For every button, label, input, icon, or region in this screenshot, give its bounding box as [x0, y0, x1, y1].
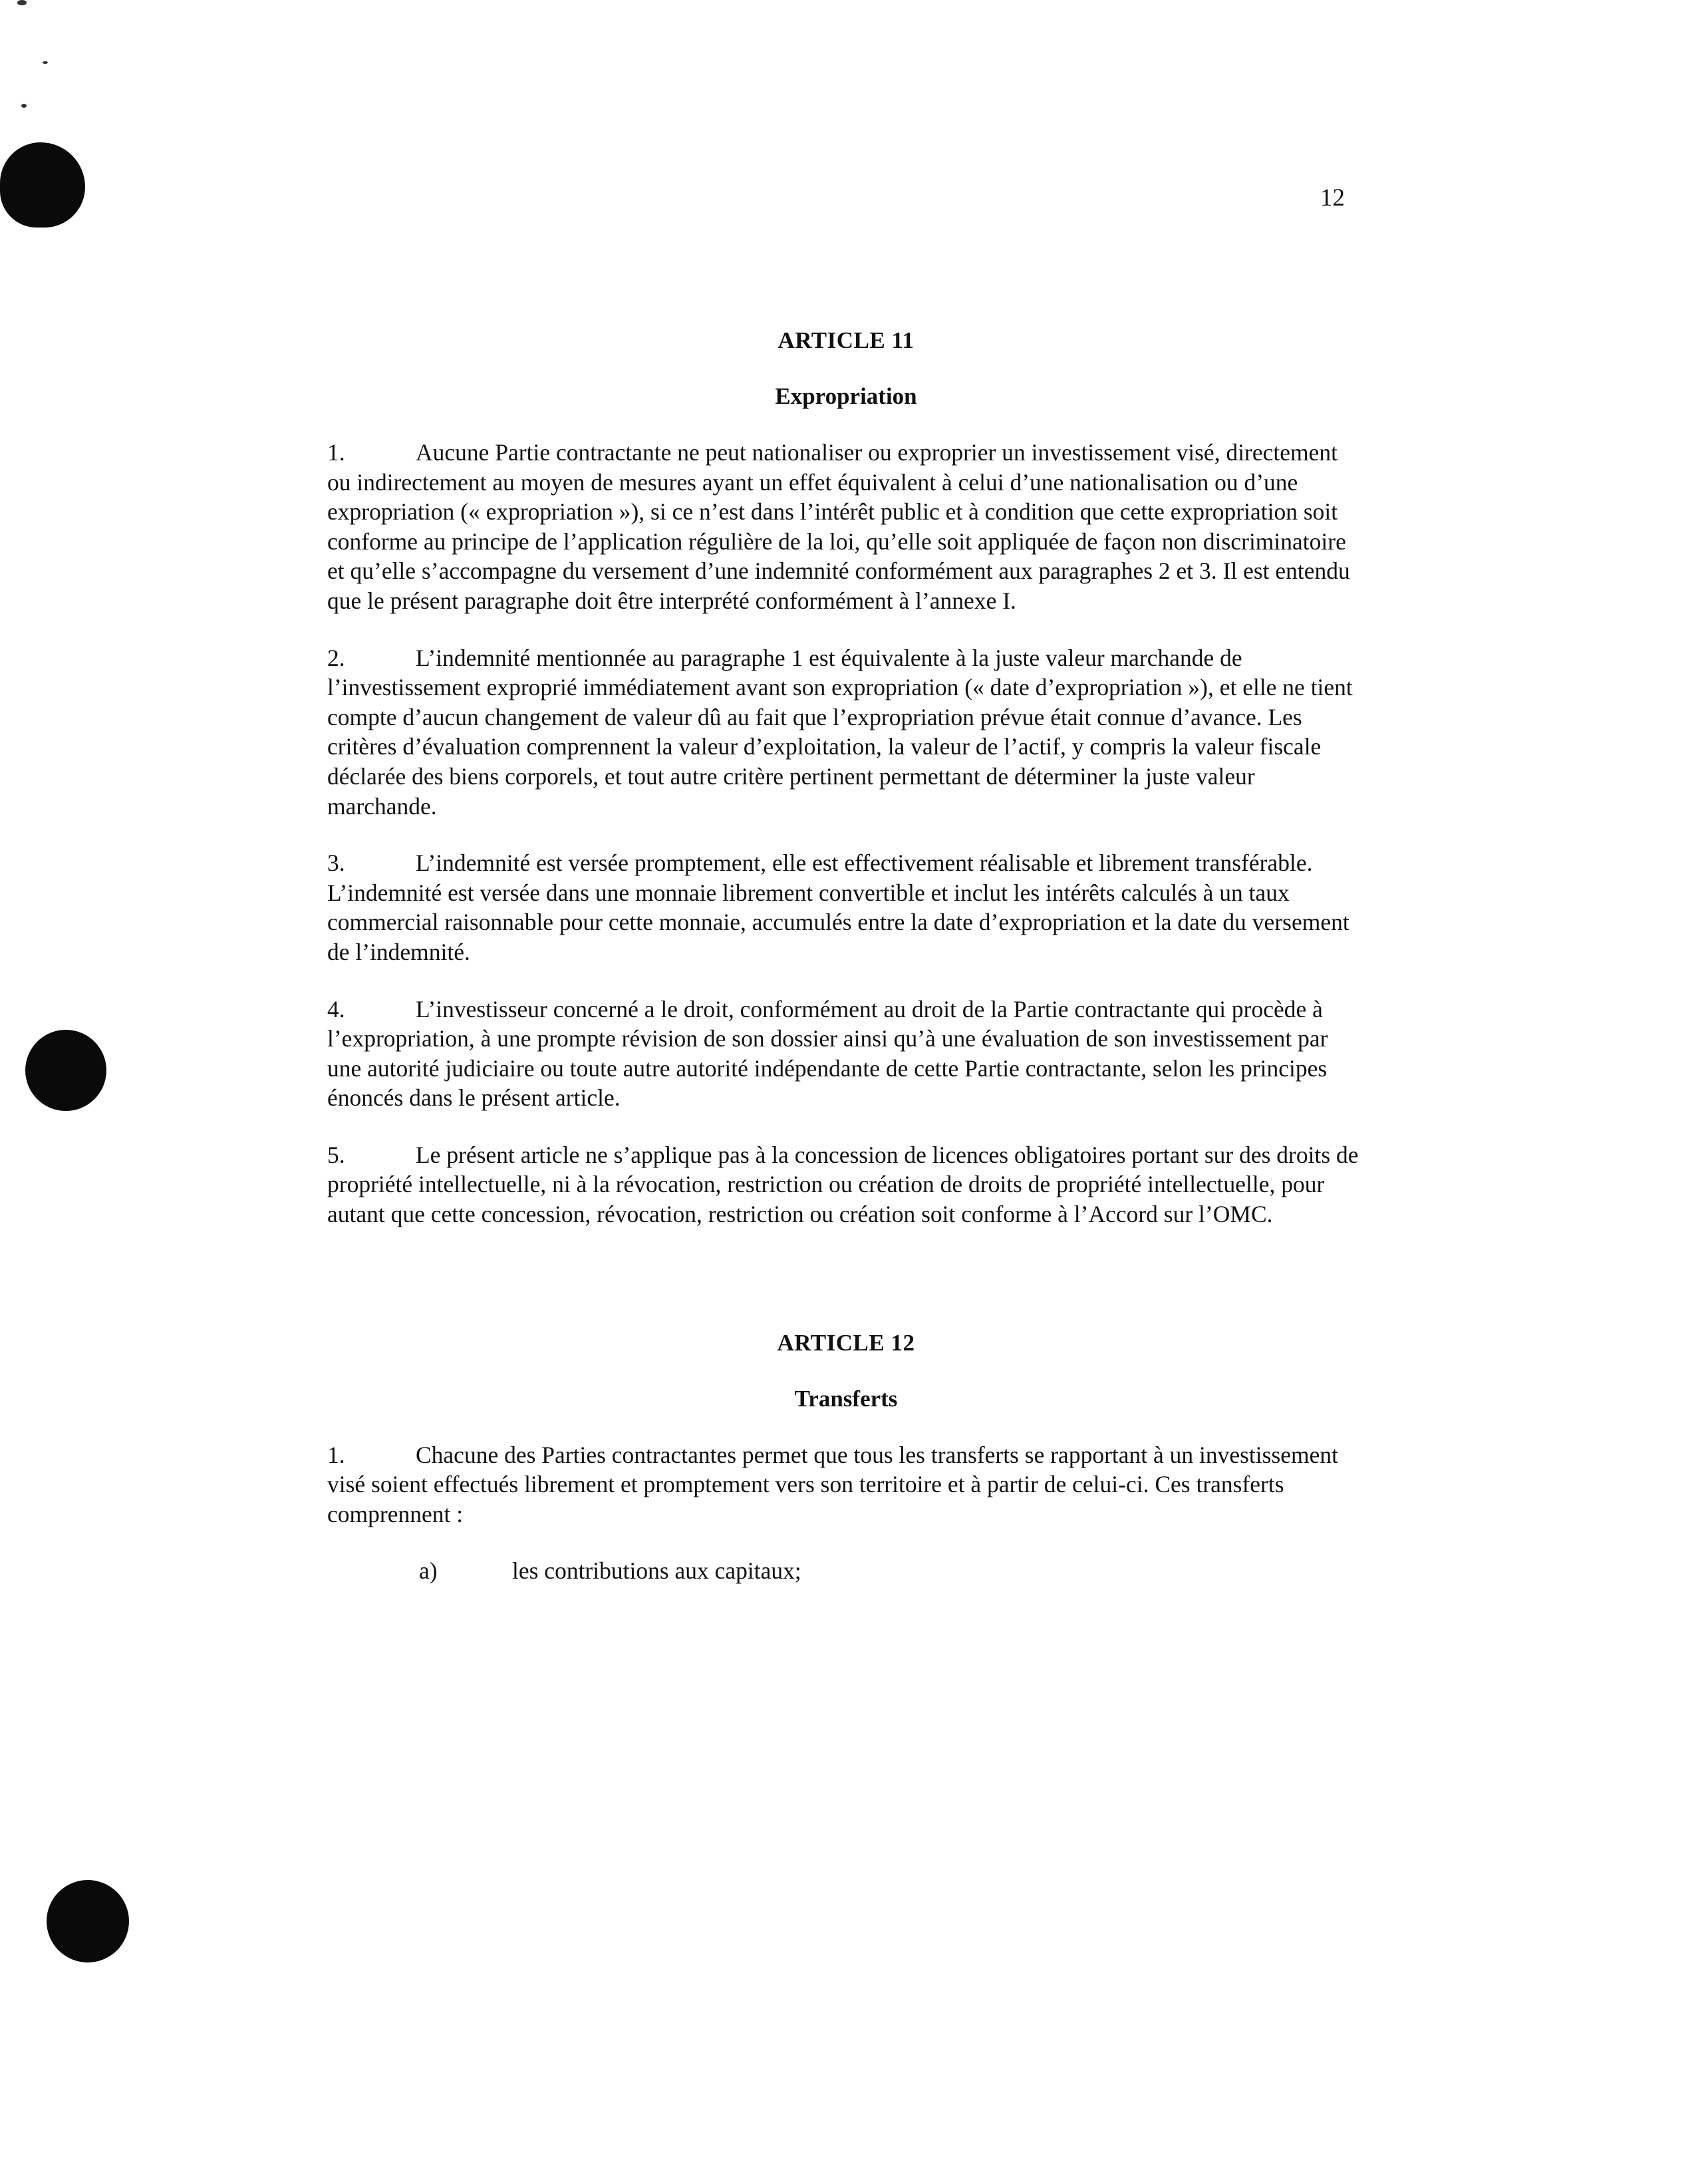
scan-speck [21, 104, 27, 108]
paragraph [327, 643, 1365, 822]
list-item-letter: a) [419, 1557, 438, 1585]
paragraph [327, 995, 1365, 1113]
list-item [327, 1556, 1365, 1586]
paragraph-number: 4. [327, 995, 345, 1022]
paragraph [327, 438, 1365, 616]
article-12 [327, 1328, 1365, 1586]
paragraph-text: Chacune des Parties contractantes permet que tous les transferts se rapportant à un investissement visé soient effectués librement et promptement vers son territoire et à partir de celui-ci. Ces transferts comprennent : [327, 1441, 1339, 1527]
article-title: Expropriation [775, 383, 917, 409]
paragraph-number: 1. [327, 439, 345, 466]
paragraph-text: L’indemnité est versée promptement, elle est effectivement réalisable et librement transférable. L’indemnité est versée dans une monnaie librement convertible et inclut les intérêts calculés à un taux commercial raisonnable pour cette monnaie, accumulés entre la date d’expropriation et la date du versement de l’indemnité. [327, 850, 1349, 965]
paragraph-number: 3. [327, 850, 345, 877]
paragraph [327, 1440, 1365, 1529]
list-item-text: les contributions aux capitaux; [512, 1557, 801, 1585]
paragraph [327, 848, 1365, 967]
paragraph-text: L’investisseur concerné a le droit, conformément au droit de la Partie contractante qui procède à l’expropriation, à une prompte révision de son dossier ainsi qu’à une évaluation de son investissement par une autorité judiciaire ou toute autre autorité indépendante de cette Partie contractante, selon les principes énoncés dans le présent article. [327, 995, 1328, 1112]
punch-hole-bottom [47, 1880, 129, 1962]
punch-hole-middle [25, 1030, 106, 1111]
scan-speck [43, 61, 48, 64]
article-heading: ARTICLE 12 [777, 1329, 915, 1356]
paragraph-number: 5. [327, 1141, 345, 1168]
page-number: 12 [1320, 184, 1345, 212]
paragraph-text: Le présent article ne s’applique pas à la concession de licences obligatoires portant sur des droits de propriété intellectuelle, ni à la révocation, restriction ou création de droits de propriété intellectuelle, pour autant que cette concession, révocation, restriction ou création soit conforme à l’Accord sur l’OMC. [327, 1141, 1359, 1228]
article-11 [327, 326, 1365, 1229]
punch-hole-top [0, 142, 85, 228]
paragraph-number: 1. [327, 1441, 345, 1468]
article-title: Transferts [794, 1385, 898, 1412]
paragraph [327, 1140, 1365, 1229]
paragraph-number: 2. [327, 644, 345, 671]
section-spacer [327, 1257, 1365, 1328]
paragraph-text: Aucune Partie contractante ne peut nationaliser ou exproprier un investissement visé, directement ou indirectement au moyen de mesures ayant un effet équivalent à celui d’une nationalisation ou d’une expropriation (« expropriation »), si ce n’est dans l’intérêt public et à condition que cette expropriation soit conforme au principe de l’application régulière de la loi, qu’elle soit appliquée de façon non discriminatoire et qu’elle s’accompagne du versement d’une indemnité conformément aux paragraphes 2 et 3. Il est entendu que le présent paragraphe doit être interprété conformément à l’annexe I. [327, 439, 1350, 614]
paragraph-text: L’indemnité mentionnée au paragraphe 1 est équivalente à la juste valeur marchande de l’investissement exproprié immédiatement avant son expropriation (« date d’expropriation »), et elle ne tient compte d’aucun changement de valeur dû au fait que l’expropriation prévue était connue d’avance. Les critères d’évaluation comprennent la valeur d’exploitation, la valeur de l’actif, y compris la valeur fiscale déclarée des biens corporels, et tout autre critère pertinent permettant de déterminer la juste valeur marchande. [327, 644, 1353, 820]
document-body [327, 326, 1365, 1586]
scan-speck [17, 0, 27, 5]
article-heading: ARTICLE 11 [777, 327, 915, 353]
